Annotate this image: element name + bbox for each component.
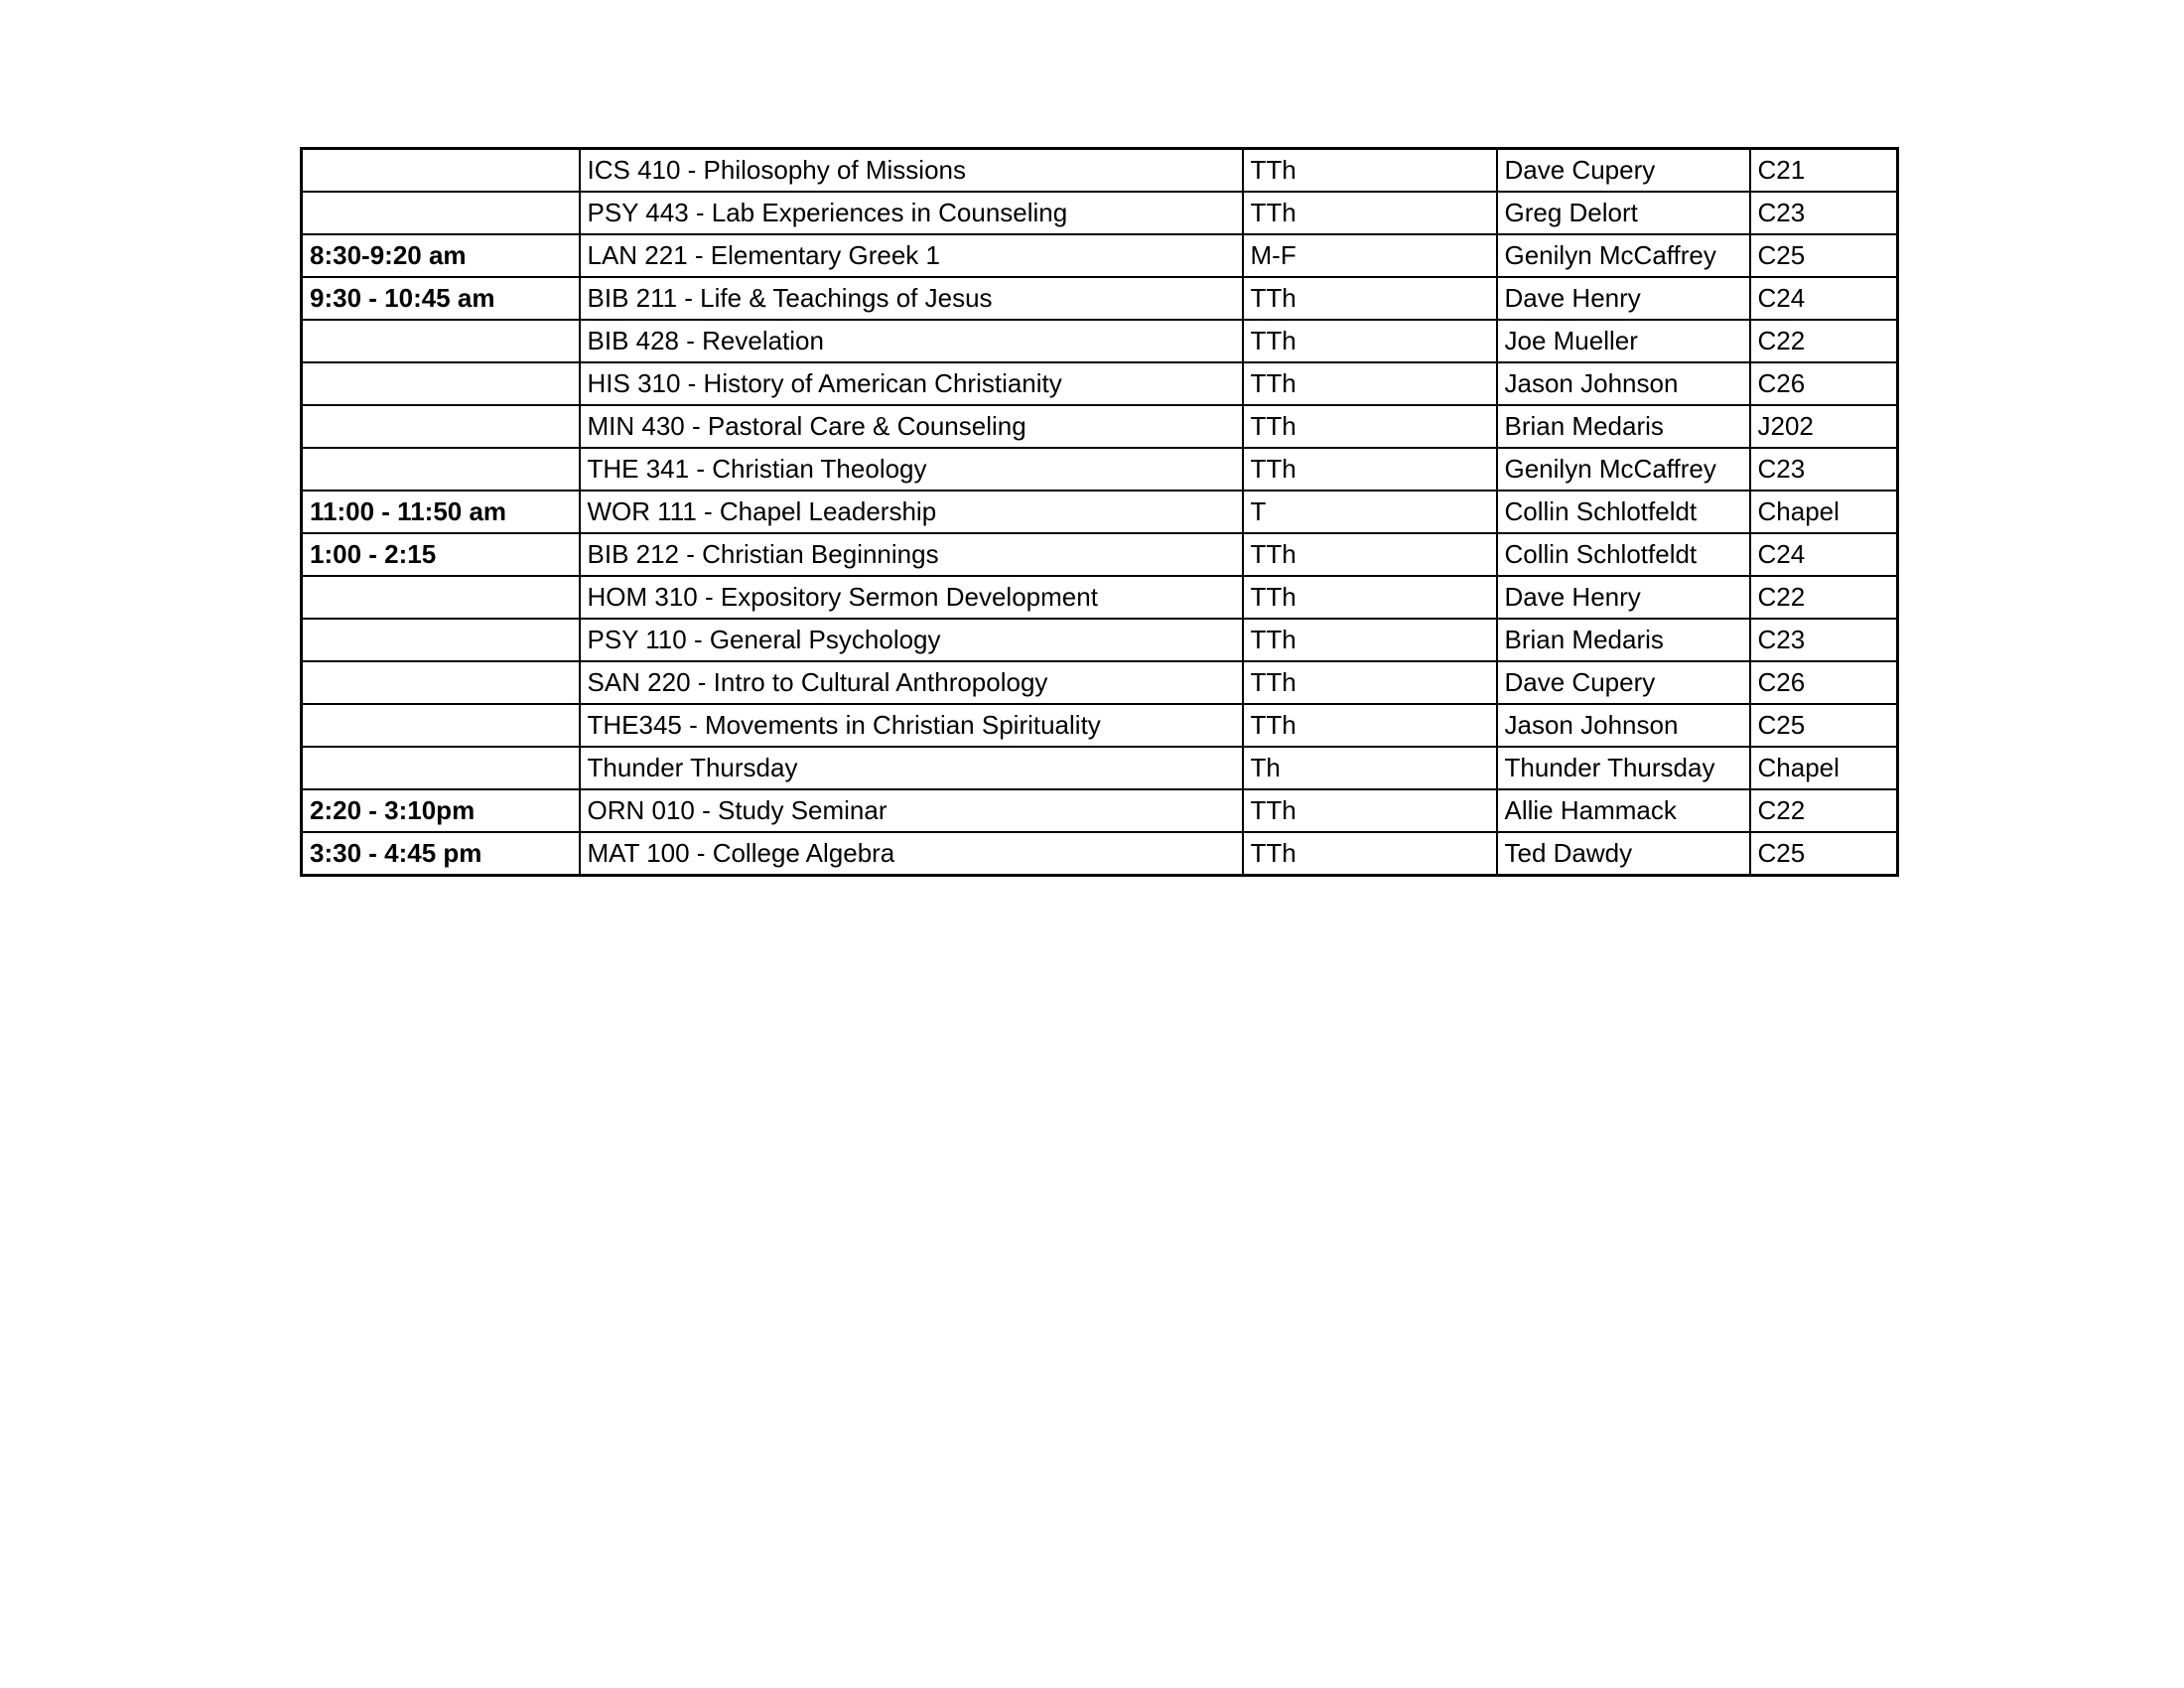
days-cell: TTh [1243,576,1497,619]
table-row [302,533,1898,576]
instructor-cell: Joe Mueller [1497,320,1750,362]
room-cell: J202 [1750,405,1898,448]
course-cell: PSY 443 - Lab Experiences in Counseling [580,192,1243,234]
days-cell: TTh [1243,448,1497,491]
table-row [302,192,1898,234]
time-slot-cell [302,405,580,448]
room-cell: C26 [1750,362,1898,405]
time-slot-cell: 2:20 - 3:10pm [302,789,580,832]
table-row [302,832,1898,876]
time-slot-cell [302,448,580,491]
days-cell: TTh [1243,789,1497,832]
days-cell: TTh [1243,277,1497,320]
time-slot-cell [302,704,580,747]
time-slot-cell: 3:30 - 4:45 pm [302,832,580,876]
course-cell: MAT 100 - College Algebra [580,832,1243,876]
instructor-cell: Greg Delort [1497,192,1750,234]
room-cell: C21 [1750,149,1898,193]
course-cell: LAN 221 - Elementary Greek 1 [580,234,1243,277]
days-cell: TTh [1243,661,1497,704]
course-cell: PSY 110 - General Psychology [580,619,1243,661]
room-cell: C23 [1750,619,1898,661]
instructor-cell: Ted Dawdy [1497,832,1750,876]
instructor-cell: Genilyn McCaffrey [1497,448,1750,491]
time-slot-cell: 1:00 - 2:15 [302,533,580,576]
days-cell: TTh [1243,832,1497,876]
instructor-cell: Genilyn McCaffrey [1497,234,1750,277]
days-cell: TTh [1243,533,1497,576]
course-cell: ICS 410 - Philosophy of Missions [580,149,1243,193]
table-row [302,362,1898,405]
table-row [302,448,1898,491]
table-row [302,491,1898,533]
instructor-cell: Dave Cupery [1497,149,1750,193]
time-slot-cell [302,192,580,234]
course-cell: THE345 - Movements in Christian Spirituality [580,704,1243,747]
instructor-cell: Collin Schlotfeldt [1497,491,1750,533]
course-cell: HOM 310 - Expository Sermon Development [580,576,1243,619]
time-slot-cell [302,576,580,619]
time-slot-cell [302,747,580,789]
instructor-cell: Brian Medaris [1497,619,1750,661]
instructor-cell: Brian Medaris [1497,405,1750,448]
course-cell: BIB 428 - Revelation [580,320,1243,362]
days-cell: TTh [1243,704,1497,747]
room-cell: C24 [1750,533,1898,576]
course-cell: THE 341 - Christian Theology [580,448,1243,491]
table-row [302,747,1898,789]
room-cell: Chapel [1750,747,1898,789]
table-row [302,576,1898,619]
days-cell: M-F [1243,234,1497,277]
room-cell: C22 [1750,320,1898,362]
time-slot-cell [302,320,580,362]
instructor-cell: Allie Hammack [1497,789,1750,832]
table-row [302,234,1898,277]
course-schedule-table [300,147,1899,877]
table-row [302,789,1898,832]
room-cell: Chapel [1750,491,1898,533]
days-cell: TTh [1243,619,1497,661]
table-row [302,661,1898,704]
instructor-cell: Dave Henry [1497,576,1750,619]
course-cell: Thunder Thursday [580,747,1243,789]
table-row [302,619,1898,661]
time-slot-cell: 8:30-9:20 am [302,234,580,277]
time-slot-cell: 11:00 - 11:50 am [302,491,580,533]
time-slot-cell [302,362,580,405]
room-cell: C26 [1750,661,1898,704]
table-row [302,149,1898,193]
days-cell: T [1243,491,1497,533]
time-slot-cell [302,661,580,704]
days-cell: TTh [1243,362,1497,405]
days-cell: TTh [1243,192,1497,234]
room-cell: C25 [1750,832,1898,876]
table-row [302,405,1898,448]
days-cell: TTh [1243,320,1497,362]
room-cell: C22 [1750,789,1898,832]
room-cell: C23 [1750,192,1898,234]
table-row [302,277,1898,320]
course-cell: ORN 010 - Study Seminar [580,789,1243,832]
room-cell: C23 [1750,448,1898,491]
days-cell: TTh [1243,149,1497,193]
instructor-cell: Jason Johnson [1497,704,1750,747]
room-cell: C25 [1750,234,1898,277]
course-cell: HIS 310 - History of American Christianity [580,362,1243,405]
instructor-cell: Collin Schlotfeldt [1497,533,1750,576]
instructor-cell: Jason Johnson [1497,362,1750,405]
course-cell: SAN 220 - Intro to Cultural Anthropology [580,661,1243,704]
table-row [302,704,1898,747]
days-cell: Th [1243,747,1497,789]
instructor-cell: Thunder Thursday [1497,747,1750,789]
instructor-cell: Dave Cupery [1497,661,1750,704]
room-cell: C24 [1750,277,1898,320]
time-slot-cell [302,149,580,193]
course-cell: BIB 212 - Christian Beginnings [580,533,1243,576]
days-cell: TTh [1243,405,1497,448]
room-cell: C25 [1750,704,1898,747]
room-cell: C22 [1750,576,1898,619]
course-cell: MIN 430 - Pastoral Care & Counseling [580,405,1243,448]
course-cell: WOR 111 - Chapel Leadership [580,491,1243,533]
table-row [302,320,1898,362]
instructor-cell: Dave Henry [1497,277,1750,320]
time-slot-cell [302,619,580,661]
course-cell: BIB 211 - Life & Teachings of Jesus [580,277,1243,320]
time-slot-cell: 9:30 - 10:45 am [302,277,580,320]
schedule-body [302,149,1898,876]
